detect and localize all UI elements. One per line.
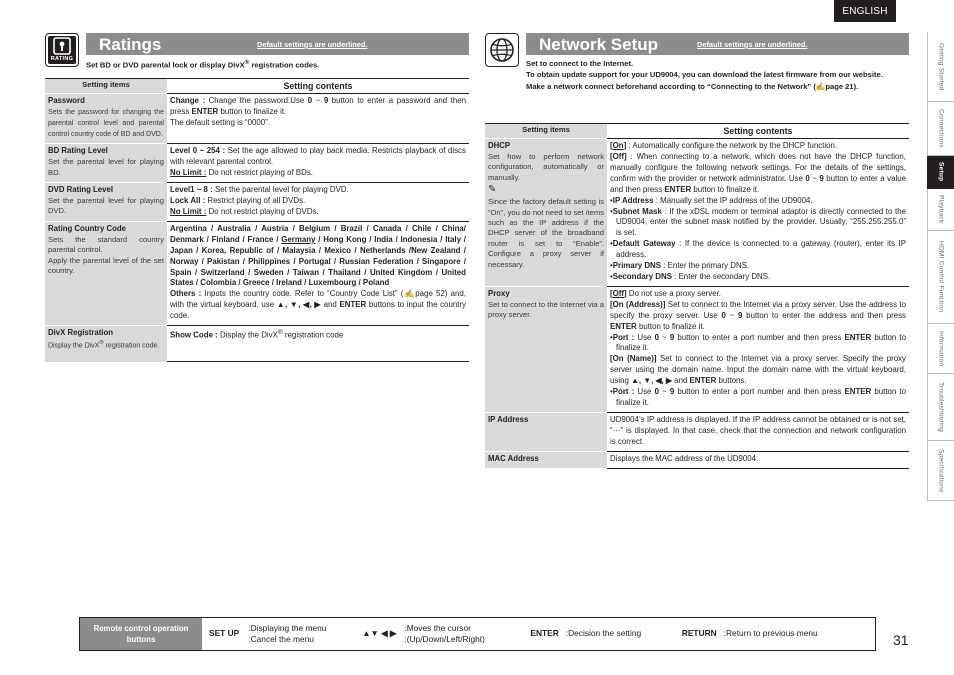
- side-tab-playback[interactable]: Playback: [927, 189, 954, 231]
- setting-item-desc: Apply the parental level of the set country.: [48, 255, 164, 276]
- setting-item-title: DVD Rating Level: [48, 185, 113, 195]
- setup-key-label: SET UP: [209, 628, 240, 639]
- side-tab-specifications[interactable]: Specifications: [927, 441, 954, 501]
- table-row: [45, 94, 469, 144]
- col-header-contents: Setting contents: [167, 79, 469, 94]
- setting-contents: Level 0 ~ 254 : Set the age allowed to play back media. Restricts playback of discs with relevant parental control. No Limit : Do not restrict playing of BDs.: [167, 144, 469, 183]
- setting-contents: [On] : Automatically configure the network by the DHCP function. [Off] : When connecting to a network, which does not have the DHCP function, manually configure the following network settings. For the details of the settings, confirm with the provider or network administrator. Use 0 ~ 9 button to enter a value and then press ENTER button to finalize it. •IP Address : Manually set the IP address of the UD9004. •Subnet Mask : If the xDSL modem or terminal adaptor is directly connected to the UD9004, enter the subnet mask notified by the provider. Usually, “255.255.255.0” is set. •Default Gateway : If the device is connected to a gateway (router), enter its IP address. •Primary DNS : Enter the primary DNS. •Secondary DNS : Enter the secondary DNS.: [607, 139, 909, 287]
- table-row: [485, 139, 909, 287]
- network-icon: [485, 33, 519, 67]
- rating-icon: RATING: [45, 33, 79, 67]
- globe-icon: [489, 37, 515, 63]
- setting-item-title: DivX Registration: [48, 328, 113, 338]
- setting-item-title: Rating Country Code: [48, 223, 126, 233]
- setting-item-desc: Set the parental level for playing DVD.: [48, 195, 164, 216]
- page-number: 31: [893, 632, 909, 648]
- setting-contents: Change : Change the password.Use 0 ~ 9 button to enter a password and then press ENTER button to finalize it. The default setting is “0000”.: [167, 94, 469, 144]
- setting-contents: Show Code : Display the DivX® registration code: [167, 326, 469, 362]
- setting-item-title: BD Rating Level: [48, 146, 108, 156]
- side-tab-getting-started[interactable]: Getting Started: [927, 32, 954, 102]
- ratings-title: Ratings: [99, 35, 162, 54]
- col-header-items: Setting items: [485, 124, 607, 139]
- setting-item-title: Proxy: [488, 288, 510, 298]
- col-header-items: Setting items: [45, 79, 167, 94]
- table-header-row: [45, 79, 469, 94]
- table-row: [45, 183, 469, 222]
- setting-item-desc: Set how to perform network configuration, automatically or manually.: [488, 151, 604, 182]
- table-row: [45, 144, 469, 183]
- setting-contents: UD9004’s IP address is displayed. If the IP address cannot be obtained or is not set, “···” is displayed. In that case, check that the connection and network configuration is correct.: [607, 412, 909, 451]
- ratings-table: [45, 78, 469, 362]
- setting-contents: Level1 ~ 8 : Set the parental level for playing DVD. Lock All : Restrict playing of all DVDs. No Limit : Do not restrict playing of DVDs.: [167, 183, 469, 222]
- network-header-bar: [526, 33, 909, 55]
- enter-key-label: ENTER: [530, 628, 559, 639]
- table-row: [485, 451, 909, 468]
- remote-control-legend: Remote control operation buttons SET UP :Displaying the menu :Cancel the menu ▲▼ ◀ ▶ :Moves the cursor :(Up/Down/Left/Right) ENTER :Decision the setting RETURN :Return to previous menu: [79, 617, 876, 651]
- side-tab-connections[interactable]: Connections: [927, 102, 954, 156]
- setting-item-desc: Set to connect to the Internet via a proxy server.: [488, 299, 604, 320]
- ratings-header-bar: [86, 33, 469, 55]
- chapter-tabs: [927, 32, 954, 501]
- network-intro: Set to connect to the Internet. To obtain update support for your UD9004, you can download the latest firmware from our website. Make a network connect beforehand according to “Connecting to the Network” (✍page 21).: [526, 59, 883, 91]
- table-row: [485, 286, 909, 412]
- table-row: [45, 221, 469, 325]
- setting-item-desc: Sets the password for changing the parental control level and parental control country code of BD and DVD.: [48, 108, 164, 139]
- setting-item-title: IP Address: [488, 414, 529, 424]
- setting-item-title: Password: [48, 96, 85, 106]
- setting-item-desc: Display the DivX® registration code.: [48, 339, 160, 350]
- table-row: [485, 412, 909, 451]
- note-icon: ✎: [488, 184, 497, 196]
- ratings-default-note: Default settings are underlined.: [257, 40, 368, 49]
- setting-item-desc: Sets the standard country parental control.: [48, 234, 164, 255]
- side-tab-setup[interactable]: Setup: [927, 156, 954, 189]
- table-row: [45, 326, 469, 362]
- side-tab-troubleshooting[interactable]: Troubleshooting: [927, 374, 954, 441]
- reference-icon: ✍: [403, 289, 416, 299]
- ratings-intro: Set BD or DVD parental lock or display DivX® registration codes.: [86, 59, 320, 70]
- table-header-row: [485, 124, 909, 139]
- setting-item-desc: Since the factory default setting is “On”, you do not need to set items such as the IP address if the DHCP server of the broadband router is set to “Enable”. Configure a proxy server if necessary.: [488, 197, 604, 269]
- setting-contents: Displays the MAC address of the UD9004.: [607, 451, 909, 468]
- lock-icon: [53, 37, 71, 55]
- setting-item-desc: Set the parental level for playing BD.: [48, 157, 164, 177]
- side-tab-information[interactable]: Information: [927, 324, 954, 374]
- network-default-note: Default settings are underlined.: [697, 40, 808, 49]
- setting-contents: [Off] Do not use a proxy server. [On (Address)] Set to connect to the Internet via a proxy server. Use the address to specify the proxy server. Use 0 ~ 9 button to enter the address and then press ENTER button to finalize it. •Port : Use 0 ~ 9 button to enter a port number and then press ENTER button to finalize it. [On (Name)] Set to connect to the Internet via a proxy server. Specify the proxy server using the domain name. Input the domain name with the virtual keyboard, using ▲, ▼, ◀, ▶ and ENTER buttons. •Port : Use 0 ~ 9 button to enter a port number and then press ENTER button to finalize it.: [607, 286, 909, 412]
- remote-legend-title: Remote control operation buttons: [80, 618, 202, 650]
- col-header-contents: Setting contents: [607, 124, 909, 139]
- side-tab-hdmi-control[interactable]: HDMI Control Function: [927, 231, 954, 324]
- setting-item-title: MAC Address: [488, 453, 539, 463]
- reference-icon: ✍: [815, 81, 826, 91]
- arrow-keys-label: ▲▼ ◀ ▶: [362, 628, 397, 639]
- setting-contents: Argentina / Australia / Austria / Belgium / Brazil / Canada / Chile / China/ Denmark / Finland / France / Germany / Hong Kong / India / Indonesia / Italy / Japan / Korea, Republic of / Malaysia / Mexico / Netherlands /New Zealand / Norway / Pakistan / Philippines / Portugal / Russian Federation / Singapore / Spain / Switzerland / Sweden / Taiwan / Thailand / United Kingdom / United States / Colombia / Greece / Ireland / Luxembourg / Poland Others : Inputs the country code. Refer to “Country Code List” (✍page 52) and, with the virtual keyboard, use ▲, ▼, ◀, ▶ and ENTER buttons to input the country code.: [167, 221, 469, 325]
- network-title: Network Setup: [539, 35, 659, 54]
- return-key-label: RETURN: [681, 628, 717, 639]
- language-tab: ENGLISH: [834, 0, 896, 22]
- network-table: [485, 123, 909, 469]
- setting-item-title: DHCP: [488, 141, 511, 151]
